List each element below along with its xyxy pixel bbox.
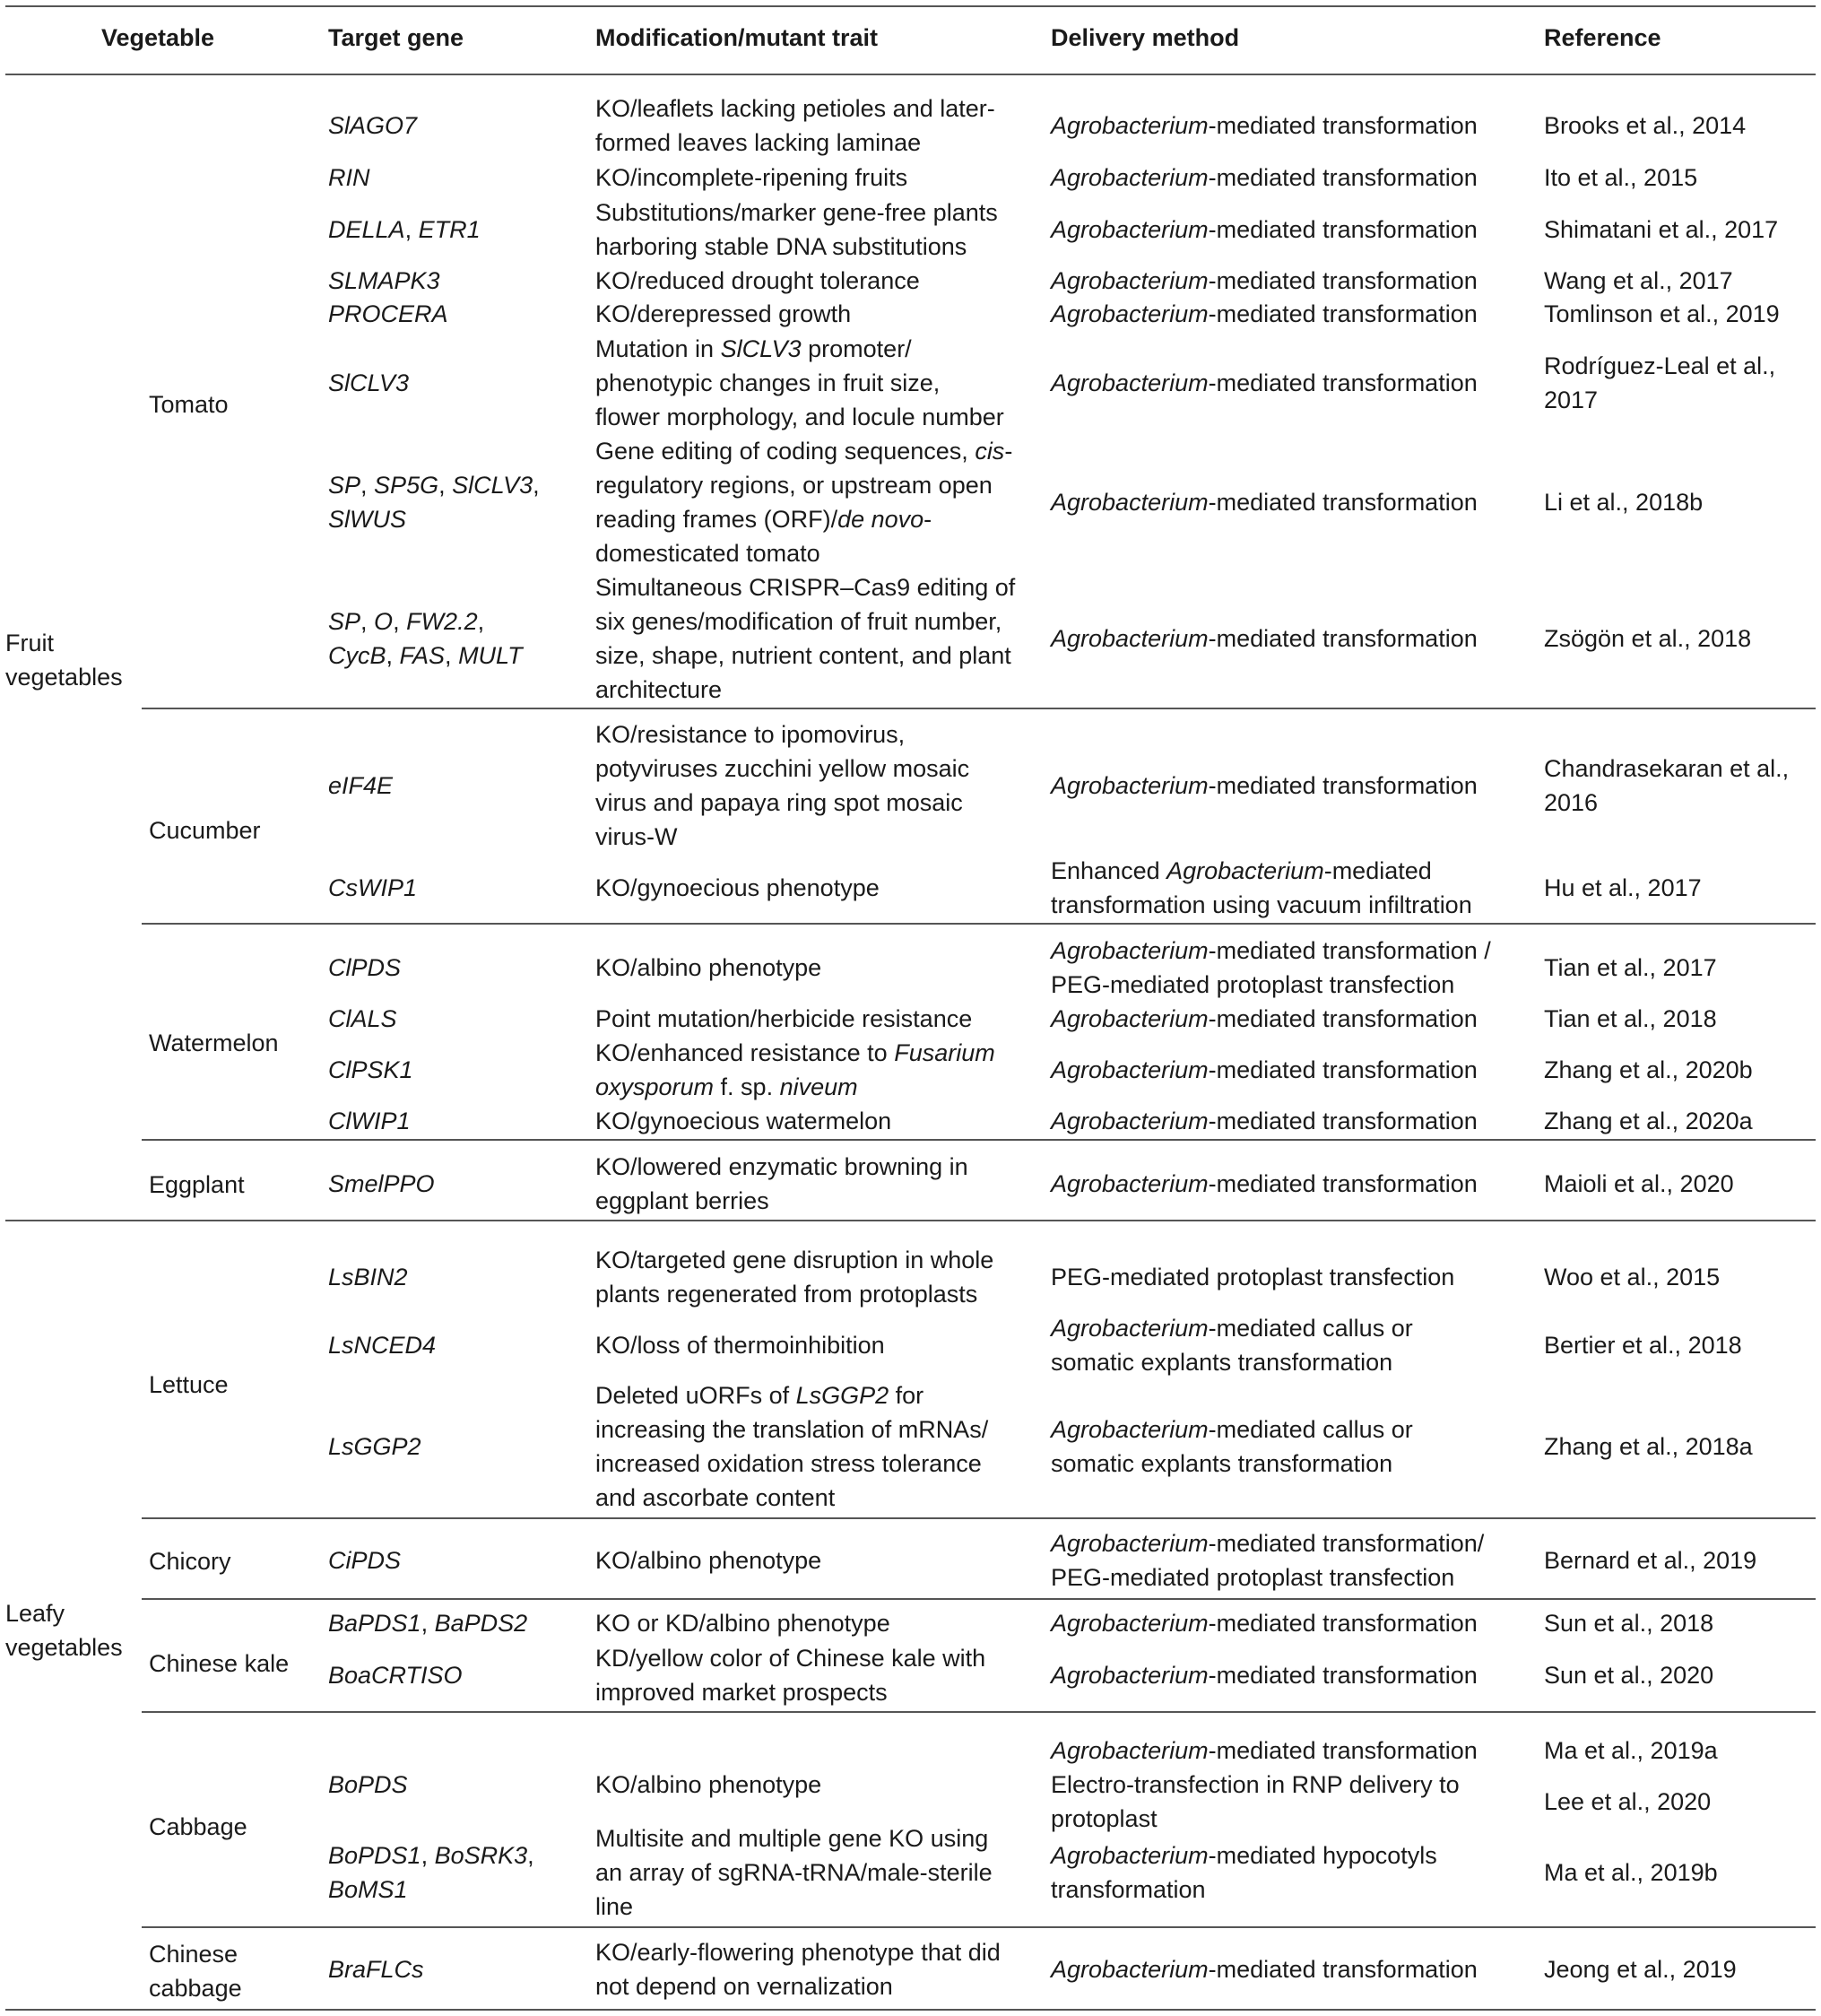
modification-line: Deleted uORFs of LsGGP2 for bbox=[595, 1382, 924, 1409]
target-gene-cell bbox=[328, 366, 597, 400]
delivery-method-cell bbox=[1051, 1002, 1535, 1036]
delivery-method-cell bbox=[1051, 1526, 1535, 1595]
modification-line: KO/leaflets lacking petioles and later- bbox=[595, 95, 995, 122]
delivery-method-line: protoplast bbox=[1051, 1805, 1158, 1832]
target-gene-line: ClWIP1 bbox=[328, 1108, 411, 1134]
target-gene-line: CycB, FAS, MULT bbox=[328, 642, 523, 669]
top-rule bbox=[5, 5, 1816, 7]
delivery-method-line: somatic explants transformation bbox=[1051, 1450, 1393, 1477]
reference-cell bbox=[1544, 621, 1813, 656]
delivery-method-line: Electro-transfection in RNP delivery to bbox=[1051, 1771, 1460, 1798]
target-gene-line: LsBIN2 bbox=[328, 1264, 408, 1290]
bottom-rule bbox=[5, 2009, 1816, 2011]
table-row bbox=[0, 297, 1821, 331]
delivery-method-cell bbox=[1051, 1104, 1535, 1138]
modification-cell bbox=[595, 717, 1035, 854]
vegetable-label: Cucumber bbox=[149, 817, 261, 844]
target-gene-cell bbox=[328, 1429, 597, 1464]
header-modification: Modification/mutant trait bbox=[595, 24, 878, 51]
target-gene-line: SP, SP5G, SlCLV3, bbox=[328, 472, 540, 499]
reference-line: Shimatani et al., 2017 bbox=[1544, 216, 1779, 243]
modification-line: KO/incomplete-ripening fruits bbox=[595, 164, 908, 191]
modification-line: KO/enhanced resistance to Fusarium bbox=[595, 1039, 995, 1066]
target-gene-cell bbox=[328, 1952, 597, 1986]
target-gene-cell bbox=[328, 1260, 597, 1294]
target-gene-line: SlWUS bbox=[328, 506, 406, 533]
modification-line: KO/gynoecious phenotype bbox=[595, 874, 880, 901]
table-row bbox=[0, 1935, 1821, 2003]
delivery-method-cell bbox=[1051, 109, 1535, 143]
group-rule bbox=[142, 1711, 1816, 1713]
modification-cell bbox=[595, 434, 1035, 570]
reference-line: Rodríguez-Leal et al., bbox=[1544, 352, 1776, 379]
delivery-method-line: transformation using vacuum infiltration bbox=[1051, 891, 1472, 918]
reference-line: Tian et al., 2018 bbox=[1544, 1005, 1717, 1032]
reference-line: Sun et al., 2020 bbox=[1544, 1662, 1714, 1689]
table-row bbox=[0, 1002, 1821, 1036]
delivery-method-cell bbox=[1051, 1658, 1535, 1692]
reference-cell bbox=[1544, 213, 1813, 247]
modification-line: not depend on vernalization bbox=[595, 1973, 893, 2000]
table-row bbox=[0, 196, 1821, 264]
table-row bbox=[0, 1821, 1821, 1924]
reference-line: Hu et al., 2017 bbox=[1544, 874, 1702, 901]
modification-line: KO/gynoecious watermelon bbox=[595, 1108, 892, 1134]
reference-cell bbox=[1544, 349, 1813, 417]
reference-line: Li et al., 2018b bbox=[1544, 489, 1704, 516]
delivery-method-cell bbox=[1051, 1734, 1535, 1836]
modification-cell bbox=[595, 1821, 1035, 1924]
delivery-method-cell bbox=[1051, 1260, 1535, 1294]
modification-cell bbox=[595, 1378, 1035, 1515]
modification-cell bbox=[595, 1768, 1035, 1802]
delivery-method-line: Agrobacterium-mediated transformation bbox=[1051, 369, 1478, 396]
modification-cell bbox=[595, 161, 1035, 195]
delivery-method-cell bbox=[1051, 366, 1535, 400]
delivery-method-line: Agrobacterium-mediated hypocotyls bbox=[1051, 1842, 1437, 1869]
modification-line: KO/early-flowering phenotype that did bbox=[595, 1939, 1001, 1966]
table-row bbox=[0, 1606, 1821, 1640]
delivery-method-cell bbox=[1051, 1838, 1535, 1907]
delivery-method-line: Agrobacterium-mediated transformation bbox=[1051, 1610, 1478, 1637]
delivery-method-line: Agrobacterium-mediated transformation/ bbox=[1051, 1530, 1485, 1557]
reference-line: Sun et al., 2018 bbox=[1544, 1610, 1714, 1637]
table-row bbox=[0, 434, 1821, 570]
modification-cell bbox=[595, 871, 1035, 905]
target-gene-cell bbox=[328, 1328, 597, 1362]
modification-cell bbox=[595, 91, 1035, 160]
reference-line: Lee et al., 2020 bbox=[1544, 1788, 1712, 1815]
delivery-method-line: Agrobacterium-mediated transformation bbox=[1051, 1737, 1478, 1764]
reference-line: Zhang et al., 2020b bbox=[1544, 1056, 1753, 1083]
target-gene-cell bbox=[328, 1606, 597, 1640]
modification-cell bbox=[595, 332, 1035, 434]
reference-line: Ma et al., 2019a bbox=[1544, 1737, 1718, 1764]
delivery-method-line: PEG-mediated protoplast transfection bbox=[1051, 971, 1455, 998]
category-label: Leafy bbox=[5, 1600, 65, 1627]
modification-cell bbox=[595, 297, 1035, 331]
reference-cell bbox=[1544, 1260, 1813, 1294]
modification-line: KO/albino phenotype bbox=[595, 1547, 822, 1574]
delivery-method-line: Agrobacterium-mediated transformation bbox=[1051, 489, 1478, 516]
vegetable-label: Watermelon bbox=[149, 1030, 279, 1056]
vegetable-label: Cabbage bbox=[149, 1813, 247, 1840]
reference-cell bbox=[1544, 951, 1813, 985]
delivery-method-cell bbox=[1051, 1952, 1535, 1986]
table-row bbox=[0, 161, 1821, 195]
delivery-method-cell bbox=[1051, 161, 1535, 195]
target-gene-line: ClPDS bbox=[328, 954, 402, 981]
modification-line: plants regenerated from protoplasts bbox=[595, 1281, 978, 1308]
category-label: Fruit bbox=[5, 630, 54, 656]
modification-line: architecture bbox=[595, 676, 723, 703]
target-gene-cell bbox=[328, 1002, 597, 1036]
table-row bbox=[0, 854, 1821, 922]
modification-cell bbox=[595, 1641, 1035, 1709]
target-gene-line: BaPDS1, BaPDS2 bbox=[328, 1610, 528, 1637]
reference-cell bbox=[1544, 485, 1813, 519]
modification-line: and ascorbate content bbox=[595, 1484, 836, 1511]
reference-line: Zhang et al., 2018a bbox=[1544, 1433, 1753, 1460]
target-gene-cell bbox=[328, 213, 597, 247]
target-gene-cell bbox=[328, 161, 597, 195]
modification-line: Substitutions/marker gene-free plants bbox=[595, 199, 998, 226]
delivery-method-line: Agrobacterium-mediated transformation bbox=[1051, 625, 1478, 652]
target-gene-line: PROCERA bbox=[328, 300, 448, 327]
reference-cell bbox=[1544, 1167, 1813, 1201]
header-reference: Reference bbox=[1544, 24, 1661, 51]
group-rule bbox=[142, 923, 1816, 925]
reference-line: Ma et al., 2019b bbox=[1544, 1859, 1718, 1886]
table-row bbox=[0, 1734, 1821, 1836]
target-gene-line: CiPDS bbox=[328, 1547, 402, 1574]
delivery-method-line: PEG-mediated protoplast transfection bbox=[1051, 1564, 1455, 1591]
modification-cell bbox=[595, 951, 1035, 985]
vegetable-label: Chinese bbox=[149, 1941, 238, 1968]
delivery-method-line: Agrobacterium-mediated transformation bbox=[1051, 1956, 1478, 1983]
table-row bbox=[0, 1243, 1821, 1311]
reference-line: Bertier et al., 2018 bbox=[1544, 1332, 1742, 1359]
reference-line: Tian et al., 2017 bbox=[1544, 954, 1717, 981]
modification-cell bbox=[595, 1606, 1035, 1640]
delivery-method-line: Agrobacterium-mediated transformation bbox=[1051, 112, 1478, 139]
category-rule bbox=[5, 1220, 1816, 1221]
modification-cell bbox=[595, 264, 1035, 298]
category-label: vegetables bbox=[5, 1634, 123, 1661]
modification-cell bbox=[595, 196, 1035, 264]
delivery-method-cell bbox=[1051, 1311, 1535, 1379]
group-rule bbox=[142, 1926, 1816, 1928]
target-gene-line: BoPDS1, BoSRK3, bbox=[328, 1842, 534, 1869]
reference-cell bbox=[1544, 1429, 1813, 1464]
target-gene-line: BoPDS bbox=[328, 1771, 408, 1798]
delivery-method-cell bbox=[1051, 934, 1535, 1002]
target-gene-line: LsNCED4 bbox=[328, 1332, 437, 1359]
modification-line: virus-W bbox=[595, 823, 678, 850]
modification-line: size, shape, nutrient content, and plant bbox=[595, 642, 1011, 669]
modification-line: six genes/modification of fruit number, bbox=[595, 608, 1002, 635]
target-gene-cell bbox=[328, 769, 597, 803]
delivery-method-cell bbox=[1051, 769, 1535, 803]
target-gene-cell bbox=[328, 468, 597, 536]
delivery-method-cell bbox=[1051, 854, 1535, 922]
modification-cell bbox=[595, 1935, 1035, 2003]
reference-line: 2017 bbox=[1544, 387, 1599, 413]
reference-line: Jeong et al., 2019 bbox=[1544, 1956, 1737, 1983]
modification-line: KO/lowered enzymatic browning in bbox=[595, 1153, 968, 1180]
reference-cell bbox=[1544, 871, 1813, 905]
vegetable-label: cabbage bbox=[149, 1975, 242, 2002]
delivery-method-cell bbox=[1051, 264, 1535, 298]
reference-cell bbox=[1544, 1104, 1813, 1138]
delivery-method-line: Agrobacterium-mediated callus or bbox=[1051, 1315, 1413, 1342]
target-gene-line: SlCLV3 bbox=[328, 369, 410, 396]
target-gene-cell bbox=[328, 871, 597, 905]
reference-cell bbox=[1544, 161, 1813, 195]
vegetable-label: Tomato bbox=[149, 391, 229, 418]
modification-line: KO/targeted gene disruption in whole bbox=[595, 1247, 994, 1273]
target-gene-line: eIF4E bbox=[328, 772, 394, 799]
reference-cell bbox=[1544, 1053, 1813, 1087]
modification-cell bbox=[595, 1036, 1035, 1104]
target-gene-line: BraFLCs bbox=[328, 1956, 424, 1983]
modification-line: reading frames (ORF)/de novo- bbox=[595, 506, 932, 533]
modification-line: KO/albino phenotype bbox=[595, 954, 822, 981]
vegetable-label: Lettuce bbox=[149, 1371, 229, 1398]
target-gene-line: SmelPPO bbox=[328, 1170, 435, 1197]
reference-cell bbox=[1544, 297, 1813, 331]
reference-cell bbox=[1544, 264, 1813, 298]
reference-cell bbox=[1544, 1328, 1813, 1362]
group-rule bbox=[142, 708, 1816, 709]
modification-line: increasing the translation of mRNAs/ bbox=[595, 1416, 989, 1443]
reference-line: Wang et al., 2017 bbox=[1544, 267, 1733, 294]
target-gene-cell bbox=[328, 1658, 597, 1692]
reference-line: Woo et al., 2015 bbox=[1544, 1264, 1721, 1290]
modification-line: KO/resistance to ipomovirus, bbox=[595, 721, 906, 748]
table-header bbox=[0, 20, 1821, 56]
target-gene-cell bbox=[328, 604, 597, 673]
delivery-method-line: Agrobacterium-mediated transformation bbox=[1051, 1005, 1478, 1032]
modification-cell bbox=[595, 1543, 1035, 1577]
reference-cell bbox=[1544, 1606, 1813, 1640]
target-gene-line: SP, O, FW2.2, bbox=[328, 608, 485, 635]
reference-cell bbox=[1544, 1734, 1813, 1819]
modification-line: Mutation in SlCLV3 promoter/ bbox=[595, 335, 912, 362]
table-row bbox=[0, 1036, 1821, 1104]
delivery-method-cell bbox=[1051, 485, 1535, 519]
target-gene-line: SLMAPK3 bbox=[328, 267, 440, 294]
delivery-method-cell bbox=[1051, 1412, 1535, 1481]
delivery-method-line: Enhanced Agrobacterium-mediated bbox=[1051, 857, 1432, 884]
target-gene-cell bbox=[328, 1167, 597, 1201]
modification-line: line bbox=[595, 1893, 634, 1920]
modification-line: eggplant berries bbox=[595, 1187, 769, 1214]
table-row bbox=[0, 717, 1821, 854]
header-delivery: Delivery method bbox=[1051, 24, 1240, 51]
delivery-method-cell bbox=[1051, 1167, 1535, 1201]
reference-line: 2016 bbox=[1544, 789, 1599, 816]
delivery-method-line: Agrobacterium-mediated transformation bbox=[1051, 1056, 1478, 1083]
reference-line: Zsögön et al., 2018 bbox=[1544, 625, 1752, 652]
target-gene-cell bbox=[328, 1543, 597, 1577]
reference-cell bbox=[1544, 109, 1813, 143]
table-row bbox=[0, 1641, 1821, 1709]
reference-cell bbox=[1544, 752, 1813, 820]
delivery-method-line: Agrobacterium-mediated transformation bbox=[1051, 267, 1478, 294]
modification-line: virus and papaya ring spot mosaic bbox=[595, 789, 963, 816]
header-vegetable: Vegetable bbox=[101, 24, 215, 51]
modification-line: Gene editing of coding sequences, cis- bbox=[595, 438, 1013, 465]
target-gene-cell bbox=[328, 951, 597, 985]
table-row bbox=[0, 934, 1821, 1002]
reference-cell bbox=[1544, 1543, 1813, 1577]
delivery-method-cell bbox=[1051, 1606, 1535, 1640]
modification-line: domesticated tomato bbox=[595, 540, 820, 567]
target-gene-cell bbox=[328, 1053, 597, 1087]
modification-line: KO/loss of thermoinhibition bbox=[595, 1332, 885, 1359]
target-gene-cell bbox=[328, 109, 597, 143]
delivery-method-line: transformation bbox=[1051, 1876, 1206, 1903]
reference-line: Bernard et al., 2019 bbox=[1544, 1547, 1757, 1574]
delivery-method-line: somatic explants transformation bbox=[1051, 1349, 1393, 1376]
modification-cell bbox=[595, 1104, 1035, 1138]
vegetable-label: Chicory bbox=[149, 1548, 231, 1575]
table-row bbox=[0, 1104, 1821, 1138]
modification-cell bbox=[595, 1002, 1035, 1036]
group-rule bbox=[142, 1598, 1816, 1600]
reference-line: Zhang et al., 2020a bbox=[1544, 1108, 1753, 1134]
table-row bbox=[0, 570, 1821, 707]
delivery-method-line: Agrobacterium-mediated transformation bbox=[1051, 216, 1478, 243]
modification-cell bbox=[595, 1150, 1035, 1218]
target-gene-line: BoMS1 bbox=[328, 1876, 408, 1903]
modification-cell bbox=[595, 1243, 1035, 1311]
delivery-method-cell bbox=[1051, 1053, 1535, 1087]
header-target-gene: Target gene bbox=[328, 24, 464, 51]
table-row bbox=[0, 1311, 1821, 1379]
reference-cell bbox=[1544, 1658, 1813, 1692]
modification-cell bbox=[595, 570, 1035, 707]
delivery-method-cell bbox=[1051, 621, 1535, 656]
reference-line: Chandrasekaran et al., bbox=[1544, 755, 1790, 782]
delivery-method-line: Agrobacterium-mediated transformation bbox=[1051, 1170, 1478, 1197]
target-gene-cell bbox=[328, 264, 597, 298]
modification-line: KO or KD/albino phenotype bbox=[595, 1610, 890, 1637]
target-gene-cell bbox=[328, 1838, 597, 1907]
modification-cell bbox=[595, 1328, 1035, 1362]
modification-line: oxysporum f. sp. niveum bbox=[595, 1073, 858, 1100]
modification-line: KO/derepressed growth bbox=[595, 300, 852, 327]
reference-cell bbox=[1544, 1855, 1813, 1890]
target-gene-line: BoaCRTISO bbox=[328, 1662, 463, 1689]
reference-cell bbox=[1544, 1952, 1813, 1986]
vegetable-label: Eggplant bbox=[149, 1171, 245, 1198]
modification-line: regulatory regions, or upstream open bbox=[595, 472, 993, 499]
delivery-method-line: Agrobacterium-mediated transformation / bbox=[1051, 937, 1491, 964]
modification-line: potyviruses zucchini yellow mosaic bbox=[595, 755, 970, 782]
vegetable-label: Chinese kale bbox=[149, 1650, 290, 1677]
delivery-method-line: PEG-mediated protoplast transfection bbox=[1051, 1264, 1455, 1290]
target-gene-cell bbox=[328, 1768, 597, 1802]
delivery-method-line: Agrobacterium-mediated transformation bbox=[1051, 1108, 1478, 1134]
delivery-method-line: Agrobacterium-mediated callus or bbox=[1051, 1416, 1413, 1443]
delivery-method-line: Agrobacterium-mediated transformation bbox=[1051, 772, 1478, 799]
modification-line: Multisite and multiple gene KO using bbox=[595, 1825, 989, 1852]
reference-line: Maioli et al., 2020 bbox=[1544, 1170, 1734, 1197]
modification-line: phenotypic changes in fruit size, bbox=[595, 369, 941, 396]
table-row bbox=[0, 1150, 1821, 1218]
target-gene-cell bbox=[328, 297, 597, 331]
target-gene-line: ClPSK1 bbox=[328, 1056, 413, 1083]
modification-line: KD/yellow color of Chinese kale with bbox=[595, 1645, 986, 1672]
group-rule bbox=[142, 1517, 1816, 1519]
category-label: vegetables bbox=[5, 664, 123, 691]
modification-line: an array of sgRNA-tRNA/male-sterile bbox=[595, 1859, 993, 1886]
delivery-method-line: Agrobacterium-mediated transformation bbox=[1051, 164, 1478, 191]
target-gene-line: SlAGO7 bbox=[328, 112, 418, 139]
delivery-method-cell bbox=[1051, 297, 1535, 331]
table-row bbox=[0, 1526, 1821, 1595]
modification-line: increased oxidation stress tolerance bbox=[595, 1450, 982, 1477]
table-row bbox=[0, 264, 1821, 298]
target-gene-line: DELLA, ETR1 bbox=[328, 216, 481, 243]
reference-cell bbox=[1544, 1002, 1813, 1036]
table-row bbox=[0, 1378, 1821, 1515]
target-gene-line: LsGGP2 bbox=[328, 1433, 421, 1460]
group-rule bbox=[142, 1139, 1816, 1141]
delivery-method-cell bbox=[1051, 213, 1535, 247]
table-row bbox=[0, 332, 1821, 434]
modification-line: improved market prospects bbox=[595, 1679, 888, 1706]
modification-line: harboring stable DNA substitutions bbox=[595, 233, 967, 260]
modification-line: flower morphology, and locule number bbox=[595, 404, 1004, 430]
delivery-method-line: Agrobacterium-mediated transformation bbox=[1051, 300, 1478, 327]
target-gene-line: RIN bbox=[328, 164, 370, 191]
reference-line: Tomlinson et al., 2019 bbox=[1544, 300, 1780, 327]
modification-line: KO/albino phenotype bbox=[595, 1771, 822, 1798]
target-gene-line: ClALS bbox=[328, 1005, 397, 1032]
reference-line: Brooks et al., 2014 bbox=[1544, 112, 1747, 139]
reference-line: Ito et al., 2015 bbox=[1544, 164, 1698, 191]
table-row bbox=[0, 91, 1821, 160]
target-gene-cell bbox=[328, 1104, 597, 1138]
header-rule bbox=[5, 74, 1816, 75]
modification-line: Simultaneous CRISPR–Cas9 editing of bbox=[595, 574, 1016, 601]
modification-line: KO/reduced drought tolerance bbox=[595, 267, 920, 294]
modification-line: formed leaves lacking laminae bbox=[595, 129, 922, 156]
target-gene-line: CsWIP1 bbox=[328, 874, 418, 901]
delivery-method-line: Agrobacterium-mediated transformation bbox=[1051, 1662, 1478, 1689]
modification-line: Point mutation/herbicide resistance bbox=[595, 1005, 973, 1032]
